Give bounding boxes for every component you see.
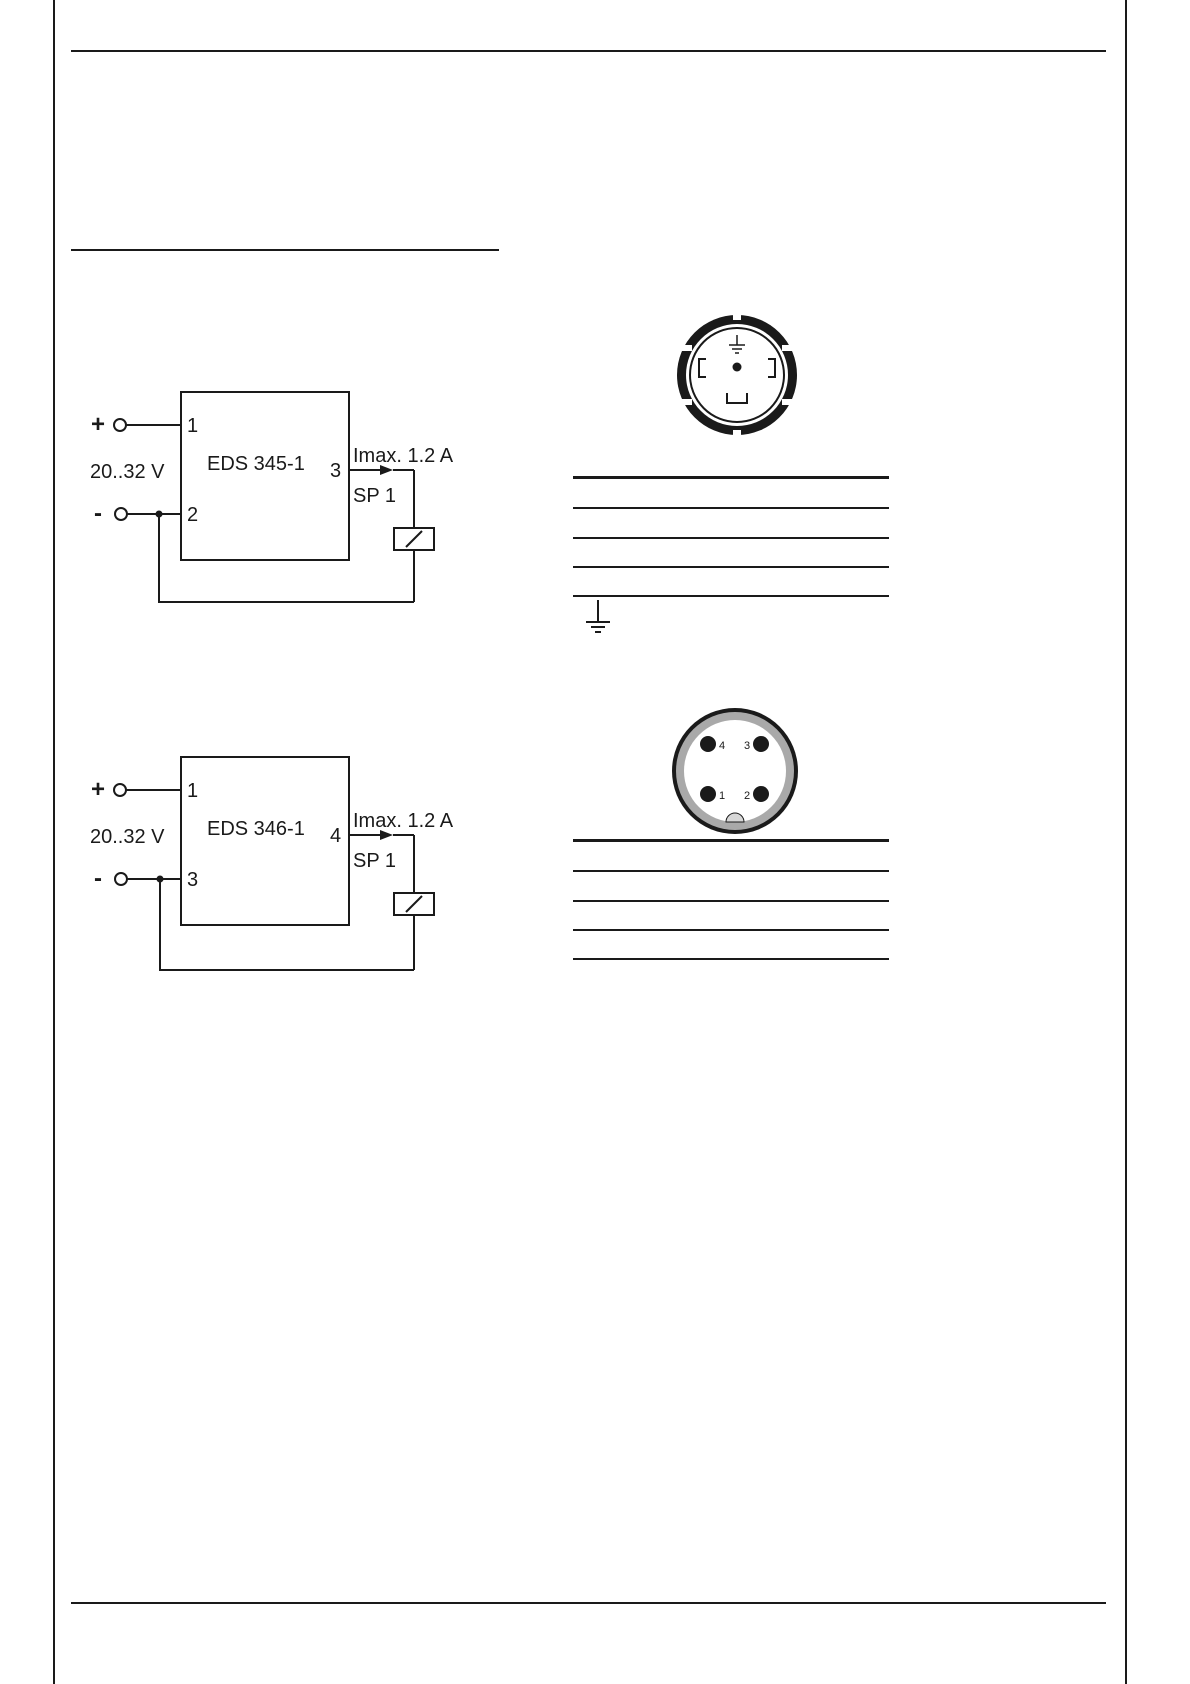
device-box: [181, 757, 349, 925]
model-label: EDS 346-1: [207, 818, 305, 840]
pin-4: [700, 736, 716, 752]
table2-row-rule: [573, 870, 889, 872]
pin-minus-label: 2: [187, 504, 199, 526]
pin-3: [753, 736, 769, 752]
relay-coil-icon: [394, 893, 434, 915]
section-rule: [71, 249, 499, 251]
imax-label: Imax. 1.2 A: [353, 810, 454, 832]
minus-terminal: [115, 873, 127, 885]
ground-icon: [584, 598, 612, 634]
switch-point-label: SP 1: [353, 485, 396, 507]
minus-terminal: [115, 508, 127, 520]
voltage-label: 20..32 V: [90, 826, 165, 848]
table2-row-rule: [573, 900, 889, 902]
table2-row-rule: [573, 958, 889, 960]
wiring-diagram-eds-345: [80, 380, 480, 620]
din-connector-icon: [676, 309, 798, 441]
pin-2: [753, 786, 769, 802]
pin-out-label: 3: [330, 460, 342, 482]
plus-terminal: [114, 419, 126, 431]
pin-label: 1: [719, 790, 726, 802]
table1-row-rule: [573, 595, 889, 597]
plus-sign: +: [91, 411, 106, 438]
table2-row-rule: [573, 929, 889, 931]
pin-label: 4: [719, 740, 726, 752]
table1-row-rule: [573, 507, 889, 509]
model-label: EDS 345-1: [207, 453, 305, 475]
pin-minus-label: 3: [187, 869, 199, 891]
right-margin-line: [1125, 0, 1127, 1684]
pin-1: [700, 786, 716, 802]
minus-sign: -: [94, 500, 102, 527]
minus-sign: -: [94, 865, 102, 892]
center-pin: [733, 363, 742, 372]
voltage-label: 20..32 V: [90, 461, 165, 483]
pin-label: 3: [744, 740, 751, 752]
relay-coil-icon: [394, 528, 434, 550]
m12-connector-icon: [670, 706, 800, 836]
table1-row-rule: [573, 537, 889, 539]
table1-top-rule: [573, 476, 889, 479]
header-rule: [71, 50, 1106, 52]
table2-top-rule: [573, 839, 889, 842]
pin-label: 2: [744, 790, 751, 802]
pin-plus-label: 1: [187, 415, 199, 437]
imax-label: Imax. 1.2 A: [353, 445, 454, 467]
left-margin-line: [53, 0, 55, 1684]
device-box: [181, 392, 349, 560]
footer-rule: [71, 1602, 1106, 1604]
wiring-diagram-eds-346: [80, 745, 480, 985]
switch-point-label: SP 1: [353, 850, 396, 872]
pin-out-label: 4: [330, 825, 342, 847]
plus-terminal: [114, 784, 126, 796]
plus-sign: +: [91, 776, 106, 803]
pin-plus-label: 1: [187, 780, 199, 802]
table1-row-rule: [573, 566, 889, 568]
